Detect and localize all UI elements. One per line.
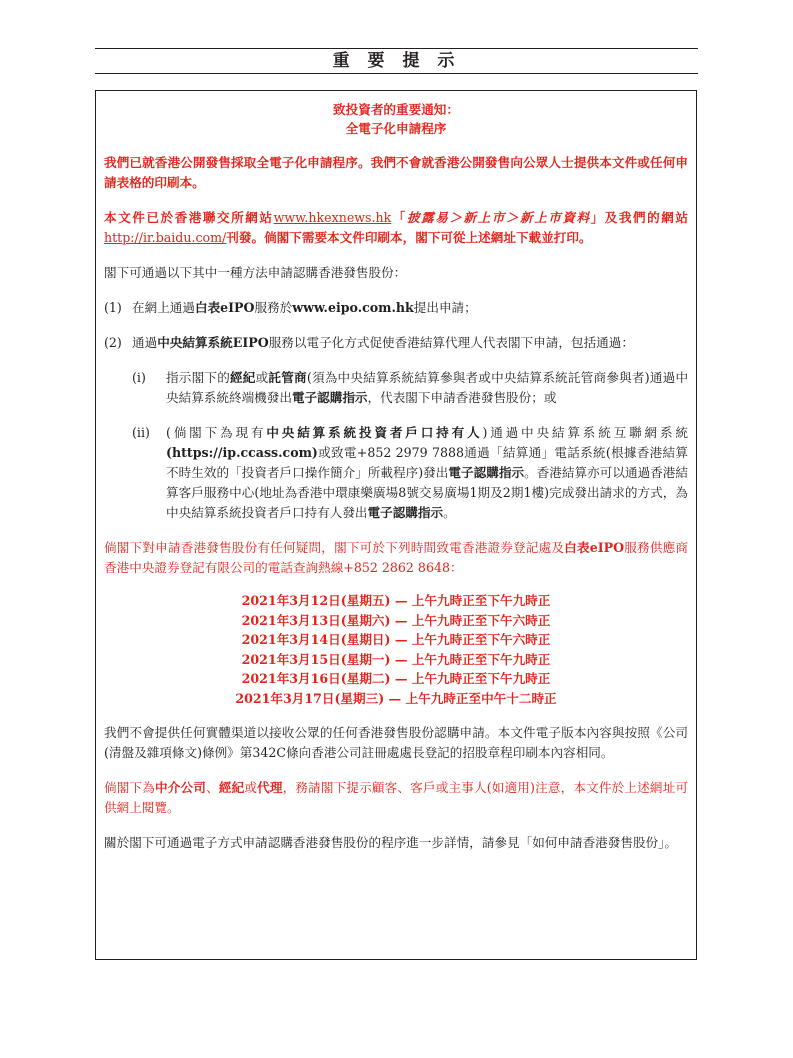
website-text-d: 刊發。倘閣下需要本文件印刷本，閣下可從上述網址下載並打印。 xyxy=(226,230,592,245)
sub-method-ii xyxy=(104,423,688,523)
method-1-text-d: 提出申請； xyxy=(413,300,477,315)
method-1-text-a: 在網上通過 xyxy=(132,300,195,315)
white-form-eipo-label: 白表eIPO xyxy=(194,300,255,315)
hotline-date: 2021年3月16日(星期二) — 上午九時正至下午九時正 xyxy=(241,671,551,686)
notice-title-line2: 全電子化申請程序 xyxy=(345,121,447,136)
sub-i-e: (須為中央結算系統結算參與者或中央結算系統託管商參與者)通過中央結算系統終端機發出 xyxy=(166,370,689,405)
electronic-only-paragraph: 我們已就香港公開發售採取全電子化申請程序。我們不會就香港公開發售向公眾人士提供本文件或任何申請表格的印刷本。 xyxy=(104,155,688,190)
sub-method-i xyxy=(104,368,688,408)
sub-i-a: 指示閣下的 xyxy=(166,370,230,385)
hotline-dates xyxy=(104,591,688,708)
intermediary-a: 倘閣下為 xyxy=(104,780,156,795)
website-text-a: 本文件已於香港聯交所網站 xyxy=(104,210,274,225)
notice-title-line1: 致投資者的重要通知： xyxy=(333,102,459,117)
sub-ii-investor: 中央結算系統投資者戶口持有人 xyxy=(266,425,483,440)
hotline-date: 2021年3月15日(星期一) — 上午九時正至下午九時正 xyxy=(241,651,551,667)
ccass-ip-link[interactable]: (https://ip.ccass.com) xyxy=(166,445,318,460)
no-physical-channel-paragraph: 我們不會提供任何實體渠道以接收公眾的任何香港發售股份認購申請。本文件電子版本內容與按照《公司(清盤及雜項條文)條例》第342C條向香港公司註冊處處長登記的招股章程印刷本內容相同。 xyxy=(104,725,688,760)
notice-box xyxy=(95,90,697,960)
baidu-ir-link[interactable]: http://ir.baidu.com/ xyxy=(104,230,227,245)
sub-method-ii-text xyxy=(166,423,688,523)
website-paragraph xyxy=(104,208,688,248)
method-1-text xyxy=(132,298,688,318)
website-text-c: 」及我們的網站 xyxy=(590,210,689,225)
intermediary-c: 、 xyxy=(206,780,219,795)
method-2-text-a: 通過 xyxy=(132,335,158,350)
sub-method-i-text xyxy=(166,368,688,408)
method-2-number: (2) xyxy=(104,335,122,350)
hotline-date: 2021年3月12日(星期五) — 上午九時正至下午九時正 xyxy=(241,593,551,608)
sub-ii-instruction-2: 電子認購指示 xyxy=(367,505,444,520)
ccass-eipo-label: 中央結算系統EIPO xyxy=(157,335,269,350)
sub-ii-f: 。香港結算亦可以通過香港結算客戶服務中心(地址為香港中環康樂廣場8號交易廣場1期及2期1樓)完成發出請求的方式，為中央結算系統投資者戶口持有人發出 xyxy=(166,465,688,520)
hkexnews-path: 披露易＞新上市＞新上市資料 xyxy=(406,210,591,225)
page-title: 重 要 提 示 xyxy=(332,51,461,71)
method-1-text-c: 服務於 xyxy=(254,300,293,315)
agent-label: 代理 xyxy=(257,780,283,795)
sub-i-broker: 經紀 xyxy=(230,370,256,385)
hotline-a: 倘閣下對申請香港發售股份有任何疑問，閣下可於下列時間致電香港證券登記處及 xyxy=(104,540,565,555)
intermediary-g: ，務請閣下提示顧客、客戶或主事人(如適用)注意，本文件於上述網址可供網上閱覽。 xyxy=(104,780,689,815)
methods-intro: 閣下可通過以下其中一種方法申請認購香港發售股份： xyxy=(104,265,407,280)
hotline-date: 2021年3月17日(星期三) — 上午九時正至中午十二時正 xyxy=(235,690,557,706)
hotline-paragraph xyxy=(104,538,688,578)
sub-i-c: 或 xyxy=(255,370,269,385)
header-rule-bottom xyxy=(95,73,698,74)
method-2-text-c: 服務以電子化方式促使香港結算代理人代表閣下申請，包括通過： xyxy=(268,335,634,350)
eipo-link[interactable]: www.eipo.com.hk xyxy=(292,300,414,315)
sub-ii-d: 或致電+852 2979 7888通過「結算通」電話系統(根據香港結算不時生效的「投資者戶口操作簡介」所載程序)發出 xyxy=(166,445,688,480)
notice-title xyxy=(104,100,688,138)
intermediary-e: 或 xyxy=(244,780,258,795)
sub-i-instruction: 電子認購指示 xyxy=(291,390,368,405)
sub-method-ii-number: (ii) xyxy=(132,425,150,440)
intermediary-paragraph xyxy=(104,778,688,818)
broker-label: 經紀 xyxy=(218,780,245,795)
sub-ii-c: )通過中央結算系統互聯網系統 xyxy=(482,425,688,440)
sub-ii-a: (倘閣下為現有 xyxy=(166,425,267,440)
method-2-text xyxy=(132,333,688,353)
hotline-c: 服務供應商香港中央證券登記有限公司的電話查詢熱線+852 2862 8648： xyxy=(104,540,689,575)
intermediary-label: 中介公司 xyxy=(155,780,207,795)
method-1-number: (1) xyxy=(104,300,122,315)
method-1 xyxy=(104,298,688,318)
notice-content xyxy=(104,97,688,853)
hotline-date: 2021年3月14日(星期日) — 上午九時正至下午六時正 xyxy=(241,632,551,647)
website-text-b: 「 xyxy=(391,210,407,225)
hotline-date: 2021年3月13日(星期六) — 上午九時正至下午六時正 xyxy=(241,612,551,628)
hkexnews-link[interactable]: www.hkexnews.hk xyxy=(273,210,392,225)
method-2 xyxy=(104,333,688,353)
sub-method-i-number: (i) xyxy=(132,370,146,385)
hotline-white-form: 白表eIPO xyxy=(564,540,625,555)
sub-i-custodian: 託管商 xyxy=(268,370,307,385)
sub-ii-h: 。 xyxy=(443,505,456,520)
sub-i-g: ，代表閣下申請香港發售股份；或 xyxy=(367,390,557,405)
sub-ii-instruction-1: 電子認購指示 xyxy=(448,465,525,480)
how-to-apply-paragraph: 關於閣下可通過電子方式申請認購香港發售股份的程序進一步詳情，請參見「如何申請香港發售股份」。 xyxy=(104,835,678,850)
header-rule-top xyxy=(95,48,698,49)
